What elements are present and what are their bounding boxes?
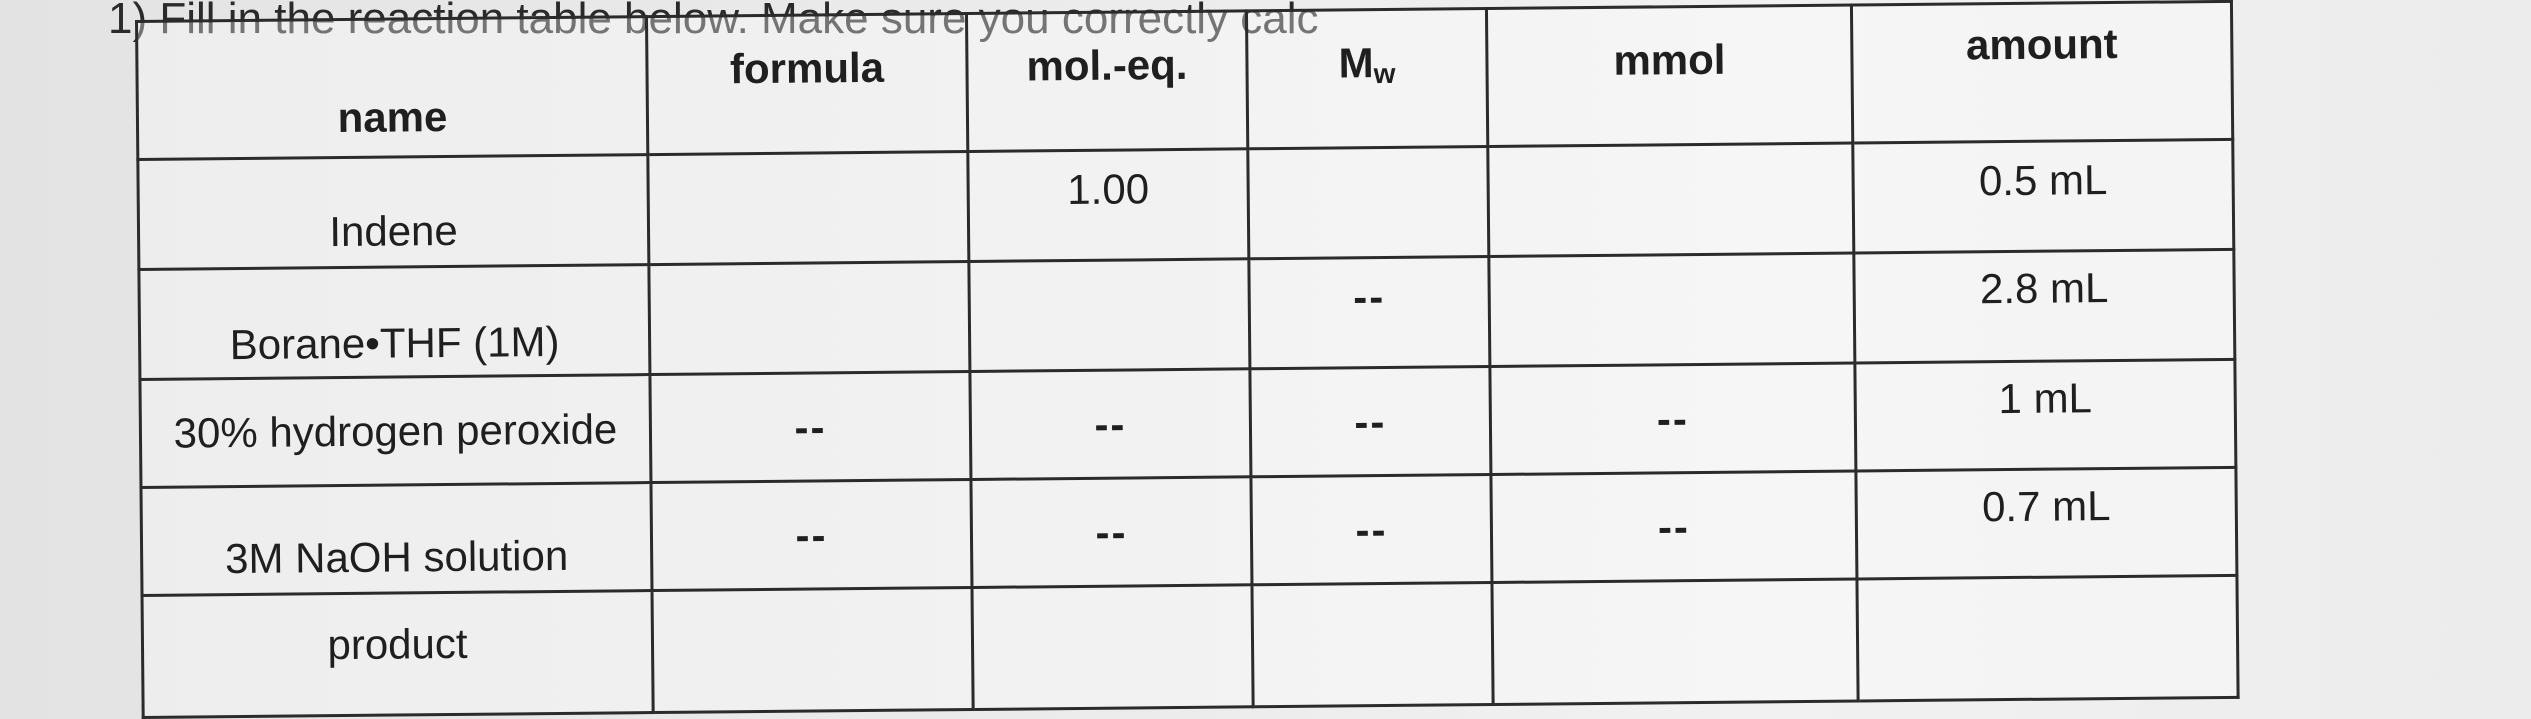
cell-name: 30% hydrogen peroxide — [140, 375, 651, 488]
cell-name: Indene — [138, 155, 649, 270]
cell-mmol[interactable]: -- — [1490, 363, 1856, 474]
header-mw — [1246, 9, 1487, 149]
cell-mol-eq[interactable] — [969, 259, 1250, 372]
cell-formula[interactable] — [649, 262, 970, 375]
reaction-table — [135, 0, 2240, 719]
header-mw-label: M — [1338, 39, 1374, 87]
header-formula: formula — [646, 14, 967, 155]
cell-amount[interactable]: 0.7 mL — [1856, 467, 2237, 579]
instruction-text: 1) Fill in the reaction table below. Make sure you correctly calc — [108, 0, 1319, 43]
cell-formula[interactable]: -- — [651, 479, 972, 590]
cell-name: product — [142, 591, 653, 718]
cell-mw[interactable]: -- — [1249, 257, 1490, 369]
cell-mw[interactable]: -- — [1250, 367, 1491, 477]
cell-amount[interactable]: 2.8 mL — [1854, 249, 2235, 363]
cell-amount[interactable]: 1 mL — [1855, 359, 2236, 471]
cell-amount[interactable] — [1857, 575, 2238, 701]
cell-mol-eq[interactable]: -- — [971, 477, 1252, 588]
cell-amount[interactable]: 0.5 mL — [1853, 139, 2234, 253]
header-mmol: mmol — [1486, 5, 1852, 146]
table-row — [138, 139, 2234, 269]
cell-mw[interactable] — [1248, 147, 1489, 259]
header-row — [137, 1, 2233, 159]
cell-mol-eq[interactable]: 1.00 — [968, 149, 1249, 262]
cell-mol-eq[interactable]: -- — [970, 369, 1251, 480]
cell-name: 3M NaOH solution — [141, 483, 652, 596]
header-name: name — [137, 17, 648, 160]
header-amount: amount — [1851, 1, 2232, 143]
cell-mmol[interactable] — [1488, 143, 1854, 256]
cell-mmol[interactable] — [1489, 253, 1855, 366]
table-row — [142, 575, 2238, 717]
cell-name: Borane•THF (1M) — [139, 265, 650, 380]
table-row — [140, 359, 2236, 487]
cell-mw[interactable]: -- — [1251, 475, 1492, 585]
header-mw-subscript: w — [1373, 57, 1396, 90]
header-mol-eq: mol.-eq. — [966, 11, 1247, 152]
cell-mmol[interactable] — [1492, 579, 1858, 704]
cell-formula[interactable] — [648, 152, 969, 265]
table-row — [139, 249, 2235, 379]
cell-mol-eq[interactable] — [972, 585, 1253, 710]
cell-mmol[interactable]: -- — [1491, 471, 1857, 582]
cell-formula[interactable] — [652, 587, 973, 712]
table-row — [141, 467, 2237, 595]
cell-formula[interactable]: -- — [650, 372, 971, 483]
cell-mw[interactable] — [1252, 583, 1493, 707]
